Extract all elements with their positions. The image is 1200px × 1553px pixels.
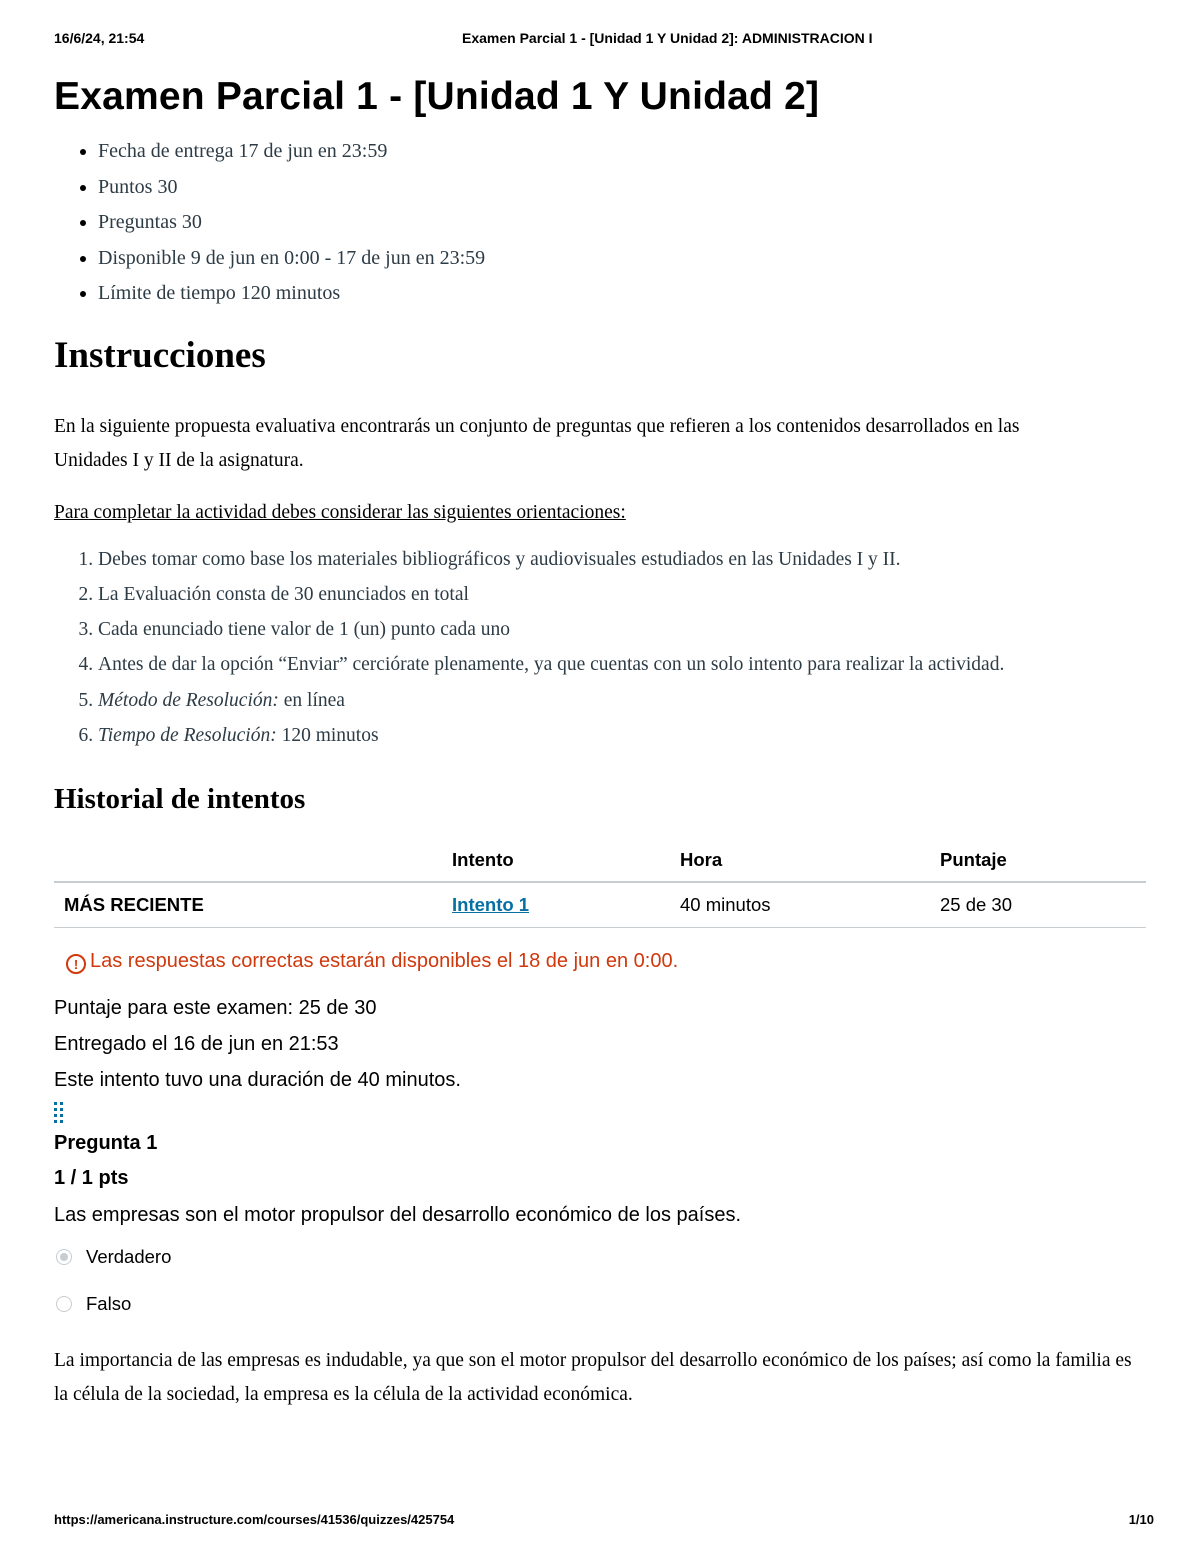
answer-option[interactable]: [54, 1281, 1149, 1328]
detail-available: • Disponible 9 de jun en 0:00 - 17 de jun en 23:59: [98, 241, 1149, 277]
main-content: [54, 70, 1149, 1412]
step-item: [98, 683, 1149, 718]
instructions-orient-title: Para completar la actividad debes considerar las siguientes orientaciones:: [54, 501, 626, 523]
detail-due-date: • Fecha de entrega 17 de jun en 23:59: [98, 134, 1149, 170]
instructions-intro: En la siguiente propuesta evaluativa encontrarás un conjunto de preguntas que refieren a los contenidos desarrollados en las Unidades I y II de la asignatura.: [54, 415, 1020, 471]
attempt-time: 40 minutos: [670, 882, 930, 928]
column-header-attempt: Intento: [442, 839, 670, 882]
score-line: Puntaje para este examen: 25 de 30: [54, 997, 377, 1020]
question-block: [54, 1126, 1149, 1412]
step-item: 4. Antes de dar la opción “Enviar” cerciórate plenamente, ya que cuentas con un solo intento para realizar la actividad.: [98, 647, 1149, 682]
print-footer: [54, 1512, 1154, 1532]
answer-option[interactable]: [54, 1234, 1149, 1281]
table-row: [54, 882, 1146, 928]
step-item: 2. La Evaluación consta de 30 enunciados en total: [98, 577, 1149, 612]
print-url: https://americana.instructure.com/courses/41536/quizzes/425754: [54, 1512, 455, 1527]
page-title: Examen Parcial 1 - [Unidad 1 Y Unidad 2]: [54, 75, 820, 118]
print-doc-title: Examen Parcial 1 - [Unidad 1 Y Unidad 2]: ADMINISTRACION I: [462, 30, 873, 46]
quiz-details-list: [54, 134, 1149, 312]
column-header-score: Puntaje: [930, 839, 1146, 882]
step-label: Método de Resolución:: [98, 689, 279, 711]
print-header: [54, 30, 1154, 50]
detail-time-limit: • Límite de tiempo 120 minutos: [98, 276, 1149, 312]
step-value: 120 minutos: [276, 724, 379, 746]
print-page-number: 1/10: [1128, 1512, 1154, 1527]
question-text: Las empresas son el motor propulsor del desarrollo económico de los países.: [54, 1204, 742, 1227]
duration-line: Este intento tuvo una duración de 40 minutos.: [54, 1069, 461, 1092]
question-points: 1 / 1 pts: [54, 1167, 129, 1190]
question-title: Pregunta 1: [54, 1132, 158, 1155]
step-label: Tiempo de Resolución:: [98, 724, 277, 746]
radio-unselected[interactable]: [56, 1296, 72, 1312]
history-heading: Historial de intentos: [54, 783, 306, 816]
column-header: [54, 839, 442, 882]
attempt-label: MÁS RECIENTE: [54, 882, 442, 928]
print-datetime: 16/6/24, 21:54: [54, 30, 145, 46]
detail-questions: • Preguntas 30: [98, 205, 1149, 241]
radio-selected[interactable]: [56, 1249, 72, 1265]
attempt-link[interactable]: Intento 1: [452, 894, 530, 916]
answer-label: Verdadero: [86, 1246, 172, 1268]
table-header-row: [54, 839, 1146, 882]
answer-explanation: La importancia de las empresas es indudable, ya que son el motor propulsor del desarrollo económico de los países; así como la familia es la célula de la sociedad, la empresa es la célula de la actividad económica.: [54, 1350, 1132, 1406]
step-item: 1. Debes tomar como base los materiales bibliográficos y audiovisuales estudiados en las Unidades I y II.: [98, 542, 1149, 577]
instructions-steps: [54, 542, 1149, 754]
answer-label: Falso: [86, 1293, 132, 1315]
notice-text: Las respuestas correctas estarán disponibles el 18 de jun en 0:00.: [90, 950, 679, 973]
answers-notice: [66, 946, 1149, 976]
instructions-heading: Instrucciones: [54, 334, 266, 376]
detail-points: • Puntos 30: [98, 170, 1149, 206]
drag-handle-icon[interactable]: [54, 1100, 68, 1124]
step-item: 3. Cada enunciado tiene valor de 1 (un) punto cada uno: [98, 612, 1149, 647]
column-header-time: Hora: [670, 839, 930, 882]
attempt-cell: [442, 882, 670, 928]
attempts-table: [54, 839, 1146, 928]
info-icon: !: [66, 954, 86, 974]
results-summary: [54, 990, 1149, 1098]
step-item: [98, 718, 1149, 753]
attempt-score: 25 de 30: [930, 882, 1146, 928]
step-value: en línea: [278, 689, 345, 711]
submitted-line: Entregado el 16 de jun en 21:53: [54, 1033, 339, 1056]
